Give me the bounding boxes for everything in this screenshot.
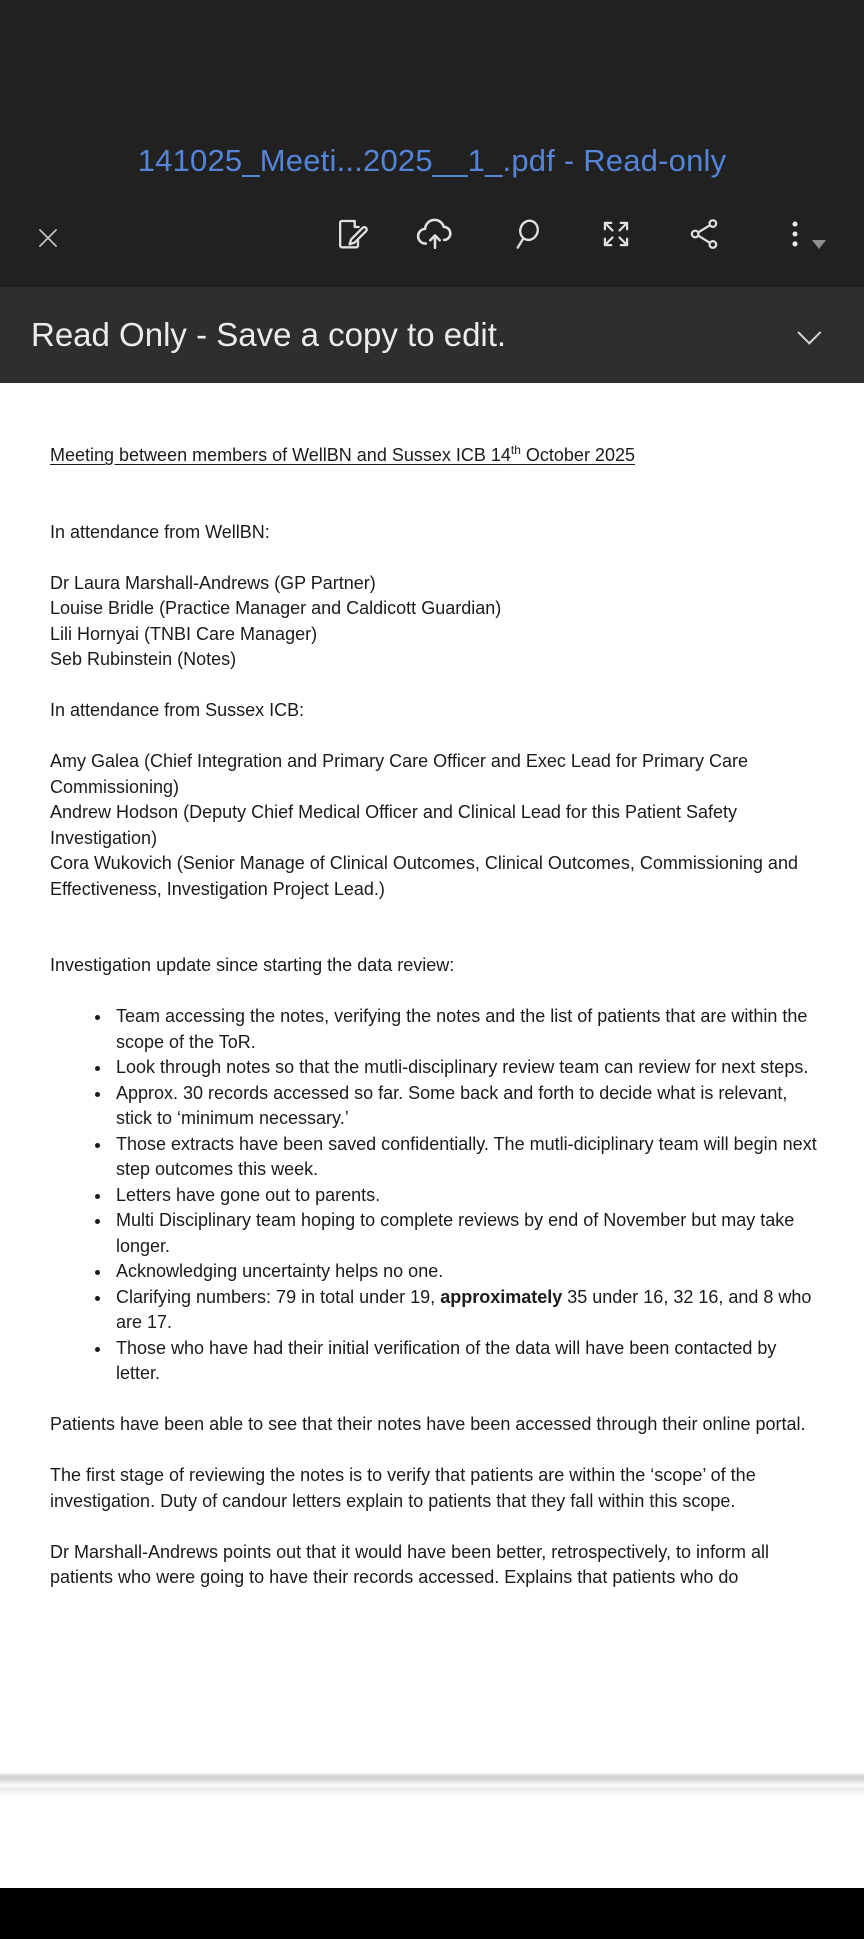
meeting-heading: Meeting between members of WellBN and Sussex ICB 14th October 2025 — [50, 443, 635, 465]
attendee-line: Amy Galea (Chief Integration and Primary Care Officer and Exec Lead for Primary Care Commissioning) — [50, 751, 748, 797]
attendee-line: Lili Hornyai (TNBI Care Manager) — [50, 623, 318, 644]
system-bottom-bar — [0, 1888, 864, 1939]
document-title: 141025_Meeti...2025__1_.pdf - Read-only — [137, 143, 727, 178]
list-item: • Those extracts have been saved confidentially. The mutli-diciplinary team will begin next step outcomes this week. — [112, 1132, 820, 1183]
list-item: • Approx. 30 records accessed so far. Some back and forth to decide what is relevant, stick to ‘minimum necessary.’ — [112, 1081, 820, 1132]
attendee-line: Seb Rubinstein (Notes) — [50, 649, 237, 669]
list-item: • Those who have had their initial verification of the data will have been contacted by letter. — [112, 1336, 820, 1387]
attendee-line: Andrew Hodson (Deputy Chief Medical Officer and Clinical Lead for this Patient Safety Investigation) — [50, 802, 738, 848]
attendee-line: Louise Bridle (Practice Manager and Caldicott Guardian) — [50, 598, 502, 618]
list-item: • Acknowledging uncertainty helps no one. — [112, 1259, 820, 1285]
upload-to-cloud-icon[interactable] — [413, 212, 457, 256]
read-only-banner-text: Read Only - Save a copy to edit. — [31, 316, 507, 353]
caret-down-icon[interactable] — [806, 227, 832, 253]
body-paragraph: The first stage of reviewing the notes is to verify that patients are within the ‘scope’ of the investigation. Duty of candour letters explain to patients that they fall within this scope. — [50, 1465, 756, 1511]
read-only-banner[interactable] — [0, 287, 864, 383]
investigation-update-list — [50, 1004, 820, 1387]
edit-icon[interactable] — [328, 212, 372, 256]
share-icon[interactable] — [682, 212, 726, 256]
chevron-down-icon[interactable] — [797, 320, 821, 344]
search-icon[interactable] — [505, 212, 549, 256]
document-page — [0, 383, 864, 1888]
list-item: • Look through notes so that the mutli-disciplinary review team can review for next steps. — [112, 1055, 820, 1081]
list-item: • Multi Disciplinary team hoping to complete reviews by end of November but may take longer. — [112, 1208, 820, 1259]
list-item: • Letters have gone out to parents. — [112, 1183, 820, 1209]
close-icon[interactable] — [26, 216, 70, 260]
page-break-divider — [0, 1772, 864, 1796]
body-paragraph: Patients have been able to see that their notes have been accessed through their online portal. — [50, 1414, 806, 1434]
update-heading: Investigation update since starting the data review: — [50, 955, 455, 975]
attendee-line: Cora Wukovich (Senior Manage of Clinical Outcomes, Clinical Outcomes, Commissioning and Effectiveness, Investigation Project Lead.) — [50, 853, 798, 899]
list-item: • Clarifying numbers: 79 in total under 19, approximately 35 under 16, 32 16, and 8 who are 17. — [112, 1285, 820, 1336]
body-paragraph: Dr Marshall-Andrews points out that it would have been better, retrospectively, to inform all patients who were going to have their records accessed. Explains that patients who do — [50, 1541, 770, 1587]
attendee-line: Dr Laura Marshall-Andrews (GP Partner) — [50, 572, 376, 593]
attendance-icb-label: In attendance from Sussex ICB: — [50, 700, 305, 720]
attendance-wellbn-label: In attendance from WellBN: — [50, 521, 270, 542]
top-app-bar — [0, 0, 864, 287]
fullscreen-icon[interactable] — [594, 212, 638, 256]
list-item: • Team accessing the notes, verifying the notes and the list of patients that are within the scope of the ToR. — [112, 1004, 820, 1055]
